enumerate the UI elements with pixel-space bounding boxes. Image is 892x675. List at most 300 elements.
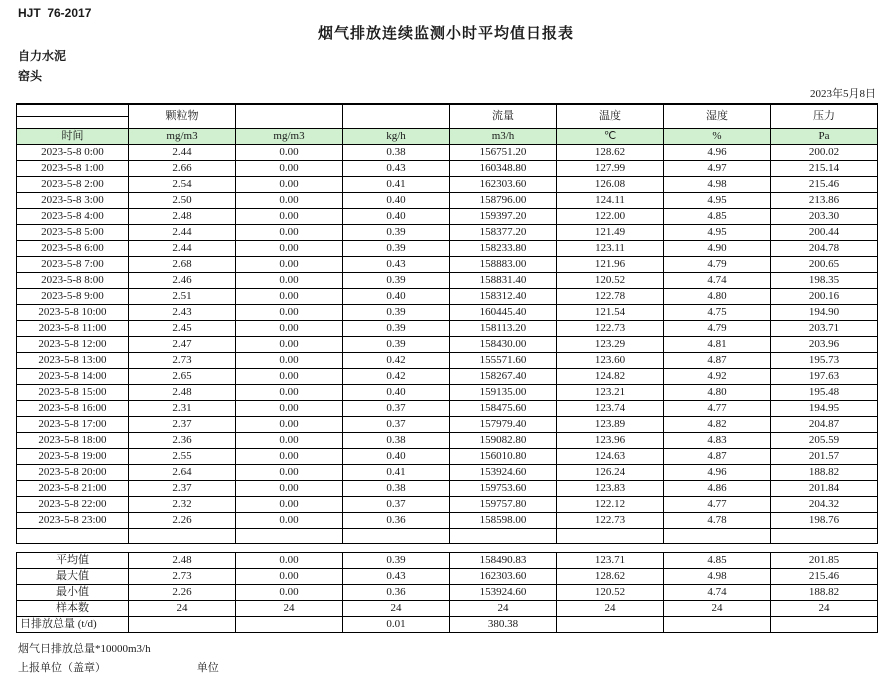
cell-humidity: 4.95 — [664, 192, 771, 208]
cell-concentration-2: 0.00 — [236, 240, 343, 256]
cell-flow: 158475.60 — [450, 400, 557, 416]
cell-concentration-2: 0.00 — [236, 448, 343, 464]
cell-temperature: 122.73 — [557, 512, 664, 528]
cell-temperature: 123.21 — [557, 384, 664, 400]
summary-flow: 380.38 — [450, 616, 557, 632]
cell-concentration-2: 0.00 — [236, 144, 343, 160]
summary-row — [17, 600, 878, 616]
cell-concentration-2: 0.00 — [236, 192, 343, 208]
cell-temperature: 124.63 — [557, 448, 664, 464]
cell-emission-rate — [343, 528, 450, 543]
cell-time: 2023-5-8 15:00 — [17, 384, 129, 400]
data-row — [17, 480, 878, 496]
cell-emission-rate: 0.39 — [343, 320, 450, 336]
cell-emission-rate: 0.40 — [343, 448, 450, 464]
cell-pm-concentration: 2.54 — [129, 176, 236, 192]
data-row — [17, 352, 878, 368]
unit-kgh: kg/h — [343, 128, 450, 144]
header-row-top — [17, 104, 878, 116]
cell-temperature — [557, 528, 664, 543]
cell-temperature: 121.96 — [557, 256, 664, 272]
cell-flow: 158430.00 — [450, 336, 557, 352]
cell-temperature: 121.54 — [557, 304, 664, 320]
header-humidity: 湿度 — [664, 104, 771, 128]
cell-pressure: 197.63 — [771, 368, 878, 384]
cell-time: 2023-5-8 19:00 — [17, 448, 129, 464]
summary-emission-rate: 24 — [343, 600, 450, 616]
cell-emission-rate: 0.37 — [343, 400, 450, 416]
data-row — [17, 384, 878, 400]
data-row — [17, 288, 878, 304]
cell-pm-concentration: 2.48 — [129, 384, 236, 400]
cell-emission-rate: 0.36 — [343, 512, 450, 528]
summary-flow: 24 — [450, 600, 557, 616]
cell-emission-rate: 0.42 — [343, 352, 450, 368]
cell-pm-concentration: 2.65 — [129, 368, 236, 384]
cell-pm-concentration: 2.73 — [129, 352, 236, 368]
cell-pressure: 203.96 — [771, 336, 878, 352]
cell-time: 2023-5-8 18:00 — [17, 432, 129, 448]
cell-temperature: 123.89 — [557, 416, 664, 432]
summary-emission-rate: 0.01 — [343, 616, 450, 632]
cell-humidity: 4.90 — [664, 240, 771, 256]
cell-temperature: 123.96 — [557, 432, 664, 448]
data-row — [17, 304, 878, 320]
cell-temperature: 123.11 — [557, 240, 664, 256]
cell-concentration-2: 0.00 — [236, 256, 343, 272]
cell-emission-rate: 0.41 — [343, 464, 450, 480]
data-row — [17, 160, 878, 176]
cell-temperature: 122.78 — [557, 288, 664, 304]
cell-pressure: 201.84 — [771, 480, 878, 496]
cell-concentration-2: 0.00 — [236, 208, 343, 224]
cell-flow: 158831.40 — [450, 272, 557, 288]
cell-humidity: 4.81 — [664, 336, 771, 352]
cell-emission-rate: 0.39 — [343, 240, 450, 256]
cell-pm-concentration: 2.48 — [129, 208, 236, 224]
cell-pm-concentration: 2.36 — [129, 432, 236, 448]
cell-flow: 160445.40 — [450, 304, 557, 320]
cell-time — [17, 528, 129, 543]
summary-row — [17, 584, 878, 600]
report-unit-label: 上报单位（盖章） — [18, 661, 106, 674]
cell-flow: 157979.40 — [450, 416, 557, 432]
summary-concentration-2: 24 — [236, 600, 343, 616]
unit-flow-m3h: m3/h — [450, 128, 557, 144]
cell-flow: 158233.80 — [450, 240, 557, 256]
cell-temperature: 127.99 — [557, 160, 664, 176]
cell-time: 2023-5-8 11:00 — [17, 320, 129, 336]
header-temperature: 温度 — [557, 104, 664, 128]
data-row — [17, 336, 878, 352]
cell-flow: 159135.00 — [450, 384, 557, 400]
cell-pressure: 198.35 — [771, 272, 878, 288]
summary-emission-rate: 0.43 — [343, 568, 450, 584]
cell-concentration-2: 0.00 — [236, 288, 343, 304]
cell-pressure: 204.78 — [771, 240, 878, 256]
unit-temp-c: ℃ — [557, 128, 664, 144]
cell-time: 2023-5-8 13:00 — [17, 352, 129, 368]
cell-flow: 159753.60 — [450, 480, 557, 496]
cell-humidity: 4.87 — [664, 448, 771, 464]
cell-time: 2023-5-8 20:00 — [17, 464, 129, 480]
cell-pressure: 200.02 — [771, 144, 878, 160]
cell-time: 2023-5-8 4:00 — [17, 208, 129, 224]
cell-pressure: 204.32 — [771, 496, 878, 512]
summary-row — [17, 568, 878, 584]
page-title: 烟气排放连续监测小时平均值日报表 — [317, 25, 574, 42]
cell-time: 2023-5-8 10:00 — [17, 304, 129, 320]
cell-concentration-2: 0.00 — [236, 416, 343, 432]
data-row — [17, 416, 878, 432]
summary-pressure: 215.46 — [771, 568, 878, 584]
cell-pm-concentration: 2.64 — [129, 464, 236, 480]
cell-concentration-2: 0.00 — [236, 368, 343, 384]
summary-temperature: 123.71 — [557, 552, 664, 568]
cell-pm-concentration: 2.44 — [129, 144, 236, 160]
cell-pm-concentration: 2.68 — [129, 256, 236, 272]
unit-time: 时间 — [17, 128, 129, 144]
summary-pressure: 24 — [771, 600, 878, 616]
summary-temperature: 120.52 — [557, 584, 664, 600]
cell-concentration-2: 0.00 — [236, 160, 343, 176]
cell-flow: 158113.20 — [450, 320, 557, 336]
cell-time: 2023-5-8 9:00 — [17, 288, 129, 304]
cell-temperature: 123.83 — [557, 480, 664, 496]
cell-temperature: 126.08 — [557, 176, 664, 192]
cell-pressure: 194.90 — [771, 304, 878, 320]
cell-flow: 158598.00 — [450, 512, 557, 528]
cell-emission-rate: 0.40 — [343, 384, 450, 400]
cell-pm-concentration: 2.45 — [129, 320, 236, 336]
cell-humidity: 4.74 — [664, 272, 771, 288]
cell-flow: 159757.80 — [450, 496, 557, 512]
cell-emission-rate: 0.39 — [343, 224, 450, 240]
cell-time: 2023-5-8 3:00 — [17, 192, 129, 208]
cell-temperature: 120.52 — [557, 272, 664, 288]
unit-col2-mgm3: mg/m3 — [236, 128, 343, 144]
cell-concentration-2 — [236, 528, 343, 543]
cell-time: 2023-5-8 16:00 — [17, 400, 129, 416]
cell-flow: 159082.80 — [450, 432, 557, 448]
summary-concentration-2: 0.00 — [236, 568, 343, 584]
cell-pressure: 200.44 — [771, 224, 878, 240]
summary-humidity: 4.85 — [664, 552, 771, 568]
cell-pressure — [771, 528, 878, 543]
data-row — [17, 496, 878, 512]
cell-emission-rate: 0.38 — [343, 480, 450, 496]
main-table-body — [17, 144, 878, 543]
cell-temperature: 123.29 — [557, 336, 664, 352]
cell-time: 2023-5-8 12:00 — [17, 336, 129, 352]
cell-temperature: 124.11 — [557, 192, 664, 208]
data-row — [17, 512, 878, 528]
cell-emission-rate: 0.40 — [343, 208, 450, 224]
cell-flow: 158267.40 — [450, 368, 557, 384]
summary-flow: 158490.83 — [450, 552, 557, 568]
unit-row — [17, 128, 878, 144]
cell-pressure: 188.82 — [771, 464, 878, 480]
cell-emission-rate: 0.38 — [343, 144, 450, 160]
cell-pm-concentration: 2.26 — [129, 512, 236, 528]
cell-flow: 159397.20 — [450, 208, 557, 224]
cell-pm-concentration: 2.50 — [129, 192, 236, 208]
cell-humidity: 4.80 — [664, 384, 771, 400]
cell-emission-rate: 0.40 — [343, 288, 450, 304]
data-row — [17, 144, 878, 160]
cell-flow: 153924.60 — [450, 464, 557, 480]
cell-time: 2023-5-8 1:00 — [17, 160, 129, 176]
summary-label: 平均值 — [17, 552, 129, 568]
cell-pm-concentration: 2.37 — [129, 480, 236, 496]
cell-emission-rate: 0.43 — [343, 160, 450, 176]
cell-flow: 156010.80 — [450, 448, 557, 464]
cell-pm-concentration: 2.37 — [129, 416, 236, 432]
summary-emission-rate: 0.36 — [343, 584, 450, 600]
cell-humidity: 4.92 — [664, 368, 771, 384]
header-time-top-cell — [17, 104, 129, 116]
cell-pm-concentration: 2.51 — [129, 288, 236, 304]
cell-humidity: 4.86 — [664, 480, 771, 496]
cell-pressure: 215.46 — [771, 176, 878, 192]
data-row — [17, 464, 878, 480]
cell-pressure: 203.30 — [771, 208, 878, 224]
summary-pm-concentration — [129, 616, 236, 632]
cell-emission-rate: 0.43 — [343, 256, 450, 272]
cell-pm-concentration: 2.66 — [129, 160, 236, 176]
summary-concentration-2 — [236, 616, 343, 632]
summary-temperature: 24 — [557, 600, 664, 616]
cell-concentration-2: 0.00 — [236, 384, 343, 400]
cell-humidity: 4.98 — [664, 176, 771, 192]
cell-pressure: 203.71 — [771, 320, 878, 336]
cell-flow — [450, 528, 557, 543]
summary-humidity: 4.74 — [664, 584, 771, 600]
summary-humidity — [664, 616, 771, 632]
cell-concentration-2: 0.00 — [236, 224, 343, 240]
header-pollutant-2 — [236, 104, 343, 128]
company-name: 自力水泥 — [18, 49, 67, 63]
cell-temperature: 126.24 — [557, 464, 664, 480]
cell-concentration-2: 0.00 — [236, 304, 343, 320]
data-row — [17, 208, 878, 224]
data-row — [17, 320, 878, 336]
summary-pressure: 188.82 — [771, 584, 878, 600]
main-table — [16, 103, 878, 544]
data-row — [17, 272, 878, 288]
cell-pressure: 194.95 — [771, 400, 878, 416]
cell-concentration-2: 0.00 — [236, 480, 343, 496]
summary-label: 日排放总量 (t/d) — [17, 616, 129, 632]
cell-concentration-2: 0.00 — [236, 432, 343, 448]
summary-pressure — [771, 616, 878, 632]
data-row — [17, 256, 878, 272]
cell-humidity: 4.96 — [664, 144, 771, 160]
cell-pm-concentration: 2.32 — [129, 496, 236, 512]
cell-temperature: 123.60 — [557, 352, 664, 368]
cell-time: 2023-5-8 2:00 — [17, 176, 129, 192]
unit-label: 单位 — [196, 661, 219, 674]
cell-temperature: 123.74 — [557, 400, 664, 416]
cell-humidity: 4.77 — [664, 496, 771, 512]
cell-humidity: 4.95 — [664, 224, 771, 240]
cell-humidity: 4.82 — [664, 416, 771, 432]
unit-humidity-pct: % — [664, 128, 771, 144]
cell-flow: 158312.40 — [450, 288, 557, 304]
cell-emission-rate: 0.39 — [343, 272, 450, 288]
cell-pressure: 195.48 — [771, 384, 878, 400]
cell-pressure: 200.65 — [771, 256, 878, 272]
cell-concentration-2: 0.00 — [236, 320, 343, 336]
summary-pressure: 201.85 — [771, 552, 878, 568]
cell-humidity: 4.96 — [664, 464, 771, 480]
cell-temperature: 124.82 — [557, 368, 664, 384]
cell-humidity: 4.97 — [664, 160, 771, 176]
summary-row — [17, 616, 878, 632]
cell-humidity — [664, 528, 771, 543]
cell-humidity: 4.77 — [664, 400, 771, 416]
header-flow: 流量 — [450, 104, 557, 128]
summary-table — [16, 552, 878, 633]
cell-time: 2023-5-8 0:00 — [17, 144, 129, 160]
cell-pressure: 201.57 — [771, 448, 878, 464]
cell-flow: 155571.60 — [450, 352, 557, 368]
cell-temperature: 128.62 — [557, 144, 664, 160]
summary-pm-concentration: 2.48 — [129, 552, 236, 568]
monitoring-point: 窑头 — [18, 69, 43, 83]
cell-pressure: 198.76 — [771, 512, 878, 528]
cell-time: 2023-5-8 17:00 — [17, 416, 129, 432]
cell-time: 2023-5-8 7:00 — [17, 256, 129, 272]
cell-flow: 158377.20 — [450, 224, 557, 240]
summary-humidity: 4.98 — [664, 568, 771, 584]
data-row — [17, 432, 878, 448]
cell-pm-concentration — [129, 528, 236, 543]
cell-pm-concentration: 2.43 — [129, 304, 236, 320]
unit-pressure-pa: Pa — [771, 128, 878, 144]
cell-temperature: 122.73 — [557, 320, 664, 336]
cell-temperature: 121.49 — [557, 224, 664, 240]
summary-table-body — [17, 552, 878, 632]
cell-pm-concentration: 2.44 — [129, 224, 236, 240]
summary-label: 样本数 — [17, 600, 129, 616]
cell-humidity: 4.79 — [664, 256, 771, 272]
data-row — [17, 176, 878, 192]
cell-pressure: 215.14 — [771, 160, 878, 176]
cell-temperature: 122.12 — [557, 496, 664, 512]
cell-emission-rate: 0.39 — [343, 304, 450, 320]
summary-flow: 153924.60 — [450, 584, 557, 600]
data-row — [17, 528, 878, 543]
cell-concentration-2: 0.00 — [236, 496, 343, 512]
report-date: 2023年5月8日 — [810, 88, 876, 100]
cell-pressure: 204.87 — [771, 416, 878, 432]
data-row — [17, 224, 878, 240]
cell-pm-concentration: 2.31 — [129, 400, 236, 416]
summary-pm-concentration: 2.26 — [129, 584, 236, 600]
cell-concentration-2: 0.00 — [236, 512, 343, 528]
cell-time: 2023-5-8 5:00 — [17, 224, 129, 240]
standard-code: HJT 76-2017 — [18, 6, 92, 20]
cell-humidity: 4.83 — [664, 432, 771, 448]
cell-emission-rate: 0.37 — [343, 496, 450, 512]
cell-concentration-2: 0.00 — [236, 272, 343, 288]
cell-pressure: 200.16 — [771, 288, 878, 304]
cell-pm-concentration: 2.55 — [129, 448, 236, 464]
data-row — [17, 448, 878, 464]
summary-flow: 162303.60 — [450, 568, 557, 584]
cell-flow: 162303.60 — [450, 176, 557, 192]
summary-temperature: 128.62 — [557, 568, 664, 584]
cell-time: 2023-5-8 8:00 — [17, 272, 129, 288]
cell-flow: 158796.00 — [450, 192, 557, 208]
cell-pm-concentration: 2.44 — [129, 240, 236, 256]
cell-pressure: 195.73 — [771, 352, 878, 368]
data-row — [17, 192, 878, 208]
cell-emission-rate: 0.41 — [343, 176, 450, 192]
cell-time: 2023-5-8 6:00 — [17, 240, 129, 256]
cell-emission-rate: 0.42 — [343, 368, 450, 384]
cell-temperature: 122.00 — [557, 208, 664, 224]
summary-concentration-2: 0.00 — [236, 552, 343, 568]
cell-humidity: 4.75 — [664, 304, 771, 320]
cell-pressure: 213.86 — [771, 192, 878, 208]
summary-emission-rate: 0.39 — [343, 552, 450, 568]
summary-humidity: 24 — [664, 600, 771, 616]
cell-time: 2023-5-8 21:00 — [17, 480, 129, 496]
cell-flow: 158883.00 — [450, 256, 557, 272]
cell-pressure: 205.59 — [771, 432, 878, 448]
header-pressure: 压力 — [771, 104, 878, 128]
data-row — [17, 400, 878, 416]
cell-concentration-2: 0.00 — [236, 336, 343, 352]
cell-humidity: 4.85 — [664, 208, 771, 224]
cell-emission-rate: 0.39 — [343, 336, 450, 352]
header-particulate: 颗粒物 — [129, 104, 236, 128]
cell-emission-rate: 0.40 — [343, 192, 450, 208]
cell-pm-concentration: 2.46 — [129, 272, 236, 288]
cell-concentration-2: 0.00 — [236, 352, 343, 368]
cell-time: 2023-5-8 22:00 — [17, 496, 129, 512]
cell-humidity: 4.80 — [664, 288, 771, 304]
cell-flow: 160348.80 — [450, 160, 557, 176]
unit-pm-mgm3: mg/m3 — [129, 128, 236, 144]
cell-humidity: 4.87 — [664, 352, 771, 368]
cell-flow: 156751.20 — [450, 144, 557, 160]
data-row — [17, 368, 878, 384]
table-gap — [16, 544, 876, 552]
summary-concentration-2: 0.00 — [236, 584, 343, 600]
cell-humidity: 4.78 — [664, 512, 771, 528]
cell-pm-concentration: 2.47 — [129, 336, 236, 352]
header-time-bottom-cell — [17, 116, 129, 128]
cell-concentration-2: 0.00 — [236, 464, 343, 480]
cell-humidity: 4.79 — [664, 320, 771, 336]
footer-line — [18, 659, 876, 675]
summary-row — [17, 552, 878, 568]
summary-pm-concentration: 2.73 — [129, 568, 236, 584]
cell-time: 2023-5-8 14:00 — [17, 368, 129, 384]
data-row — [17, 240, 878, 256]
footer-note: 烟气日排放总量*10000m3/h — [18, 642, 151, 655]
cell-emission-rate: 0.38 — [343, 432, 450, 448]
cell-time: 2023-5-8 23:00 — [17, 512, 129, 528]
summary-label: 最小值 — [17, 584, 129, 600]
cell-emission-rate: 0.37 — [343, 416, 450, 432]
summary-label: 最大值 — [17, 568, 129, 584]
cell-concentration-2: 0.00 — [236, 400, 343, 416]
summary-temperature — [557, 616, 664, 632]
